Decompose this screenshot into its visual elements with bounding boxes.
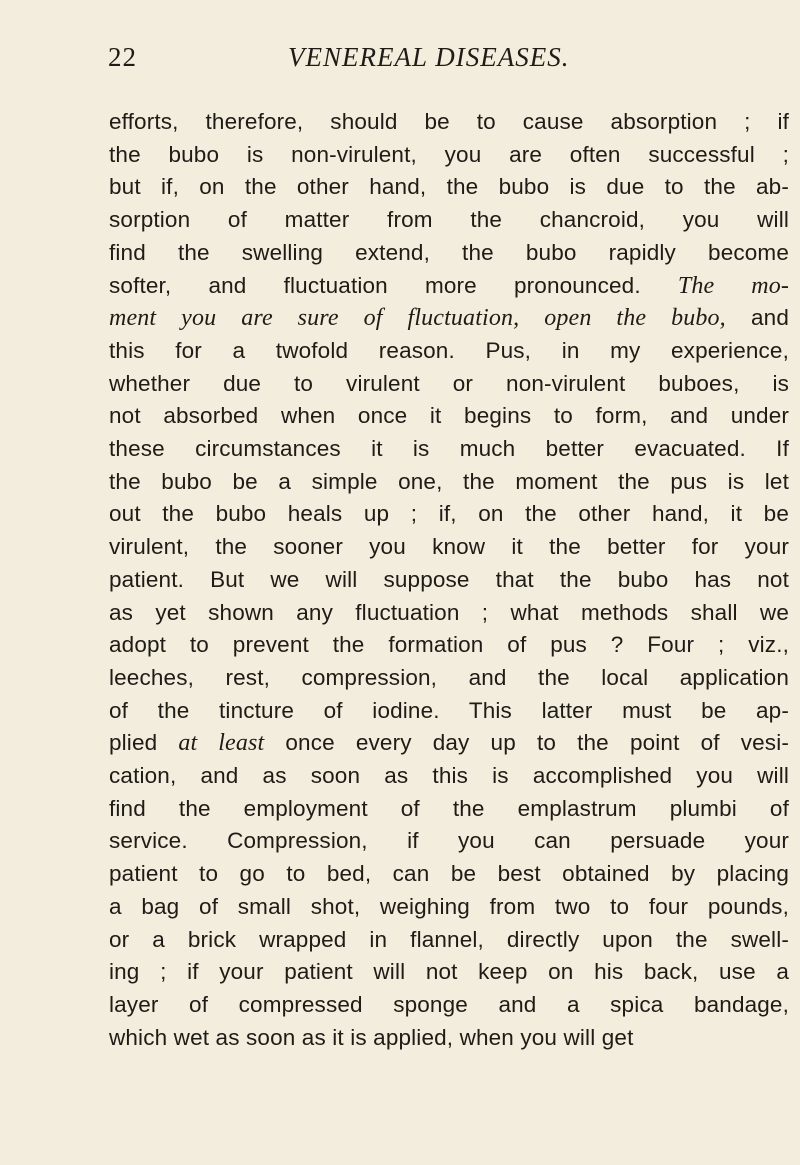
page-header bbox=[108, 42, 668, 82]
text-line bbox=[109, 564, 789, 597]
text-segment: the bubo be a simple one, the moment the pus is let bbox=[109, 468, 789, 494]
text-segment: patient. But we will suppose that the bubo has not bbox=[109, 566, 789, 592]
text-line bbox=[109, 270, 789, 303]
text-line bbox=[109, 760, 789, 793]
italic-text: at least bbox=[178, 730, 265, 757]
body-paragraph bbox=[109, 106, 789, 1054]
text-line bbox=[109, 204, 789, 237]
text-line bbox=[109, 302, 789, 335]
text-line bbox=[109, 891, 789, 924]
text-line bbox=[109, 237, 789, 270]
text-segment: as yet shown any fluctuation ; what methods shall we bbox=[109, 599, 789, 625]
text-segment: softer, and fluctuation more pronounced. bbox=[109, 272, 678, 298]
text-segment: sorption of matter from the chancroid, you will bbox=[109, 207, 789, 233]
text-line bbox=[109, 989, 789, 1022]
text-segment: patient to go to bed, can be best obtained by placing bbox=[109, 861, 789, 887]
text-segment: plied bbox=[109, 730, 179, 756]
text-segment: efforts, therefore, should be to cause absorption ; if bbox=[109, 109, 789, 134]
text-segment: these circumstances it is much better evacuated. If bbox=[109, 436, 789, 462]
text-line bbox=[109, 106, 789, 139]
text-segment: a bag of small shot, weighing from two to four pounds, bbox=[109, 893, 789, 919]
text-line bbox=[109, 629, 789, 662]
text-line bbox=[109, 433, 789, 466]
text-segment: layer of compressed sponge and a spica bandage, bbox=[109, 991, 789, 1017]
text-segment: the bubo is non-virulent, you are often successful ; bbox=[109, 141, 789, 167]
text-segment: and bbox=[725, 305, 789, 331]
text-line bbox=[109, 825, 789, 858]
text-segment: find the swelling extend, the bubo rapidly become bbox=[109, 239, 789, 265]
text-line bbox=[109, 597, 789, 630]
text-segment: whether due to virulent or non-virulent buboes, is bbox=[109, 370, 789, 396]
page-number: 22 bbox=[108, 42, 137, 72]
text-segment: cation, and as soon as this is accomplished you will bbox=[109, 763, 789, 789]
text-line bbox=[109, 793, 789, 826]
text-line bbox=[109, 466, 789, 499]
text-segment: or a brick wrapped in flannel, directly upon the swell- bbox=[109, 926, 789, 952]
text-segment: leeches, rest, compression, and the local application bbox=[109, 664, 789, 690]
text-line bbox=[109, 171, 789, 204]
italic-text: ment you are sure of fluctuation, open the bubo, bbox=[109, 305, 726, 332]
text-line bbox=[109, 956, 789, 989]
text-line bbox=[109, 498, 789, 531]
text-segment: which wet as soon as it is applied, when you will get bbox=[109, 1024, 634, 1050]
text-line bbox=[109, 139, 789, 172]
text-line bbox=[109, 924, 789, 957]
text-segment: not absorbed when once it begins to form, and under bbox=[109, 403, 789, 429]
text-line bbox=[109, 695, 789, 728]
text-segment: find the employment of the emplastrum plumbi of bbox=[109, 795, 789, 821]
text-segment: of the tincture of iodine. This latter must be ap- bbox=[109, 697, 789, 723]
text-segment: out the bubo heals up ; if, on the other hand, it be bbox=[109, 501, 789, 527]
text-line bbox=[109, 662, 789, 695]
text-segment: service. Compression, if you can persuade your bbox=[109, 828, 789, 854]
text-line bbox=[109, 368, 789, 401]
text-line bbox=[109, 727, 789, 760]
text-segment: once every day up to the point of vesi- bbox=[264, 730, 789, 756]
text-line bbox=[109, 400, 789, 433]
text-segment: virulent, the sooner you know it the better for your bbox=[109, 534, 789, 560]
text-line bbox=[109, 531, 789, 564]
text-segment: ing ; if your patient will not keep on his back, use a bbox=[109, 959, 789, 985]
italic-text: The mo- bbox=[677, 272, 789, 299]
text-segment: but if, on the other hand, the bubo is due to the ab- bbox=[109, 174, 789, 200]
running-title: VENEREAL DISEASES. bbox=[288, 42, 570, 72]
text-line bbox=[109, 335, 789, 368]
text-segment: this for a twofold reason. Pus, in my experience, bbox=[109, 337, 789, 363]
text-line bbox=[109, 858, 789, 891]
text-segment: adopt to prevent the formation of pus ? Four ; viz., bbox=[109, 632, 789, 658]
text-line bbox=[109, 1022, 789, 1055]
